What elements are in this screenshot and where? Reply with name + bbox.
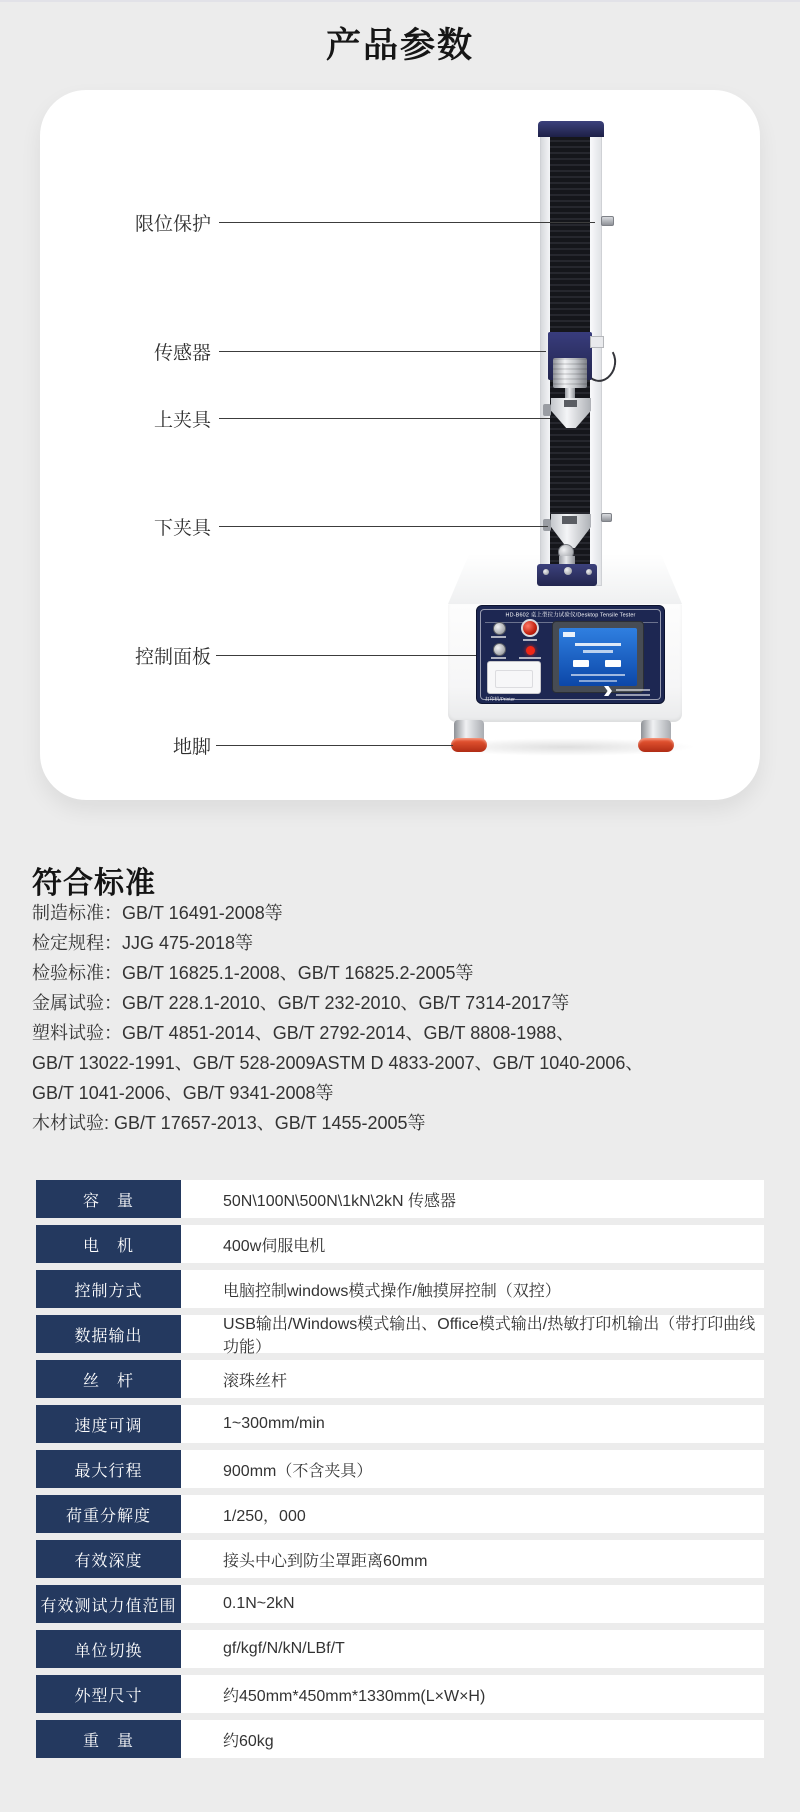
callout-line <box>219 526 548 527</box>
standards-line: GB/T 13022-1991、GB/T 528-2009ASTM D 4833-2007、GB/T 1040-2006、 <box>32 1053 644 1073</box>
spec-value: 接头中心到防尘罩距离60mm <box>181 1540 764 1578</box>
spec-value: 1/250，000 <box>181 1495 764 1533</box>
spec-label: 重 量 <box>36 1720 181 1758</box>
table-row <box>36 1630 764 1668</box>
lower-limit-knob <box>601 513 612 522</box>
spec-label: 有效深度 <box>36 1540 181 1578</box>
table-row <box>36 1675 764 1713</box>
spec-value: 电脑控制windows模式操作/触摸屏控制（双控） <box>181 1270 764 1308</box>
up-button-label <box>491 636 506 638</box>
down-button-label <box>491 657 506 659</box>
spec-label: 容 量 <box>36 1180 181 1218</box>
column-top-cap <box>538 121 604 137</box>
sensor-cylinder <box>553 358 587 388</box>
spec-label: 单位切换 <box>36 1630 181 1668</box>
screen-logo <box>563 632 575 637</box>
spec-table <box>36 1180 764 1765</box>
standards-line: 金属试验：GB/T 228.1-2010、GB/T 232-2010、GB/T 7314-2017等 <box>32 993 570 1013</box>
stop-indicator-light <box>526 646 535 655</box>
spec-value: 1~300mm/min <box>181 1405 764 1443</box>
spec-label: 数据输出 <box>36 1315 181 1353</box>
platform-bolt <box>543 569 549 575</box>
table-row <box>36 1540 764 1578</box>
spec-label: 最大行程 <box>36 1450 181 1488</box>
table-row <box>36 1225 764 1263</box>
callout-foot: 地脚 <box>172 737 211 758</box>
upper-clamp-slot <box>564 400 577 407</box>
touchscreen-bezel <box>552 621 644 693</box>
callout-sensor: 传感器 <box>153 343 211 364</box>
table-row <box>36 1360 764 1398</box>
table-row <box>36 1180 764 1218</box>
screen-text-line <box>575 643 621 646</box>
spec-label: 电 机 <box>36 1225 181 1263</box>
panel-title: HD-B602 桌上型拉力试验仪/Desktop Tensile Tester <box>505 612 636 619</box>
touchscreen <box>559 628 637 686</box>
spec-value: USB输出/Windows模式输出、Office模式输出/热敏打印机输出（带打印曲线功能） <box>181 1315 764 1353</box>
table-row <box>36 1315 764 1356</box>
sensor-bracket <box>590 336 604 348</box>
standards-line: 检验标准：GB/T 16825.1-2008、GB/T 16825.2-2005等 <box>32 963 474 983</box>
standards-heading: 符合标准 <box>32 867 156 900</box>
spec-value: 400w伺服电机 <box>181 1225 764 1263</box>
platform-bolt <box>586 569 592 575</box>
table-row <box>36 1495 764 1533</box>
spec-label: 荷重分解度 <box>36 1495 181 1533</box>
up-button <box>493 622 506 635</box>
upper-clamp-screw <box>543 404 551 416</box>
screen-button <box>573 660 589 667</box>
callout-limit-protection: 限位保护 <box>134 214 211 235</box>
page-title: 产品参数 <box>325 26 474 65</box>
standards-line: GB/T 1041-2006、GB/T 9341-2008等 <box>32 1083 334 1103</box>
spec-value: 约60kg <box>181 1720 764 1758</box>
screen-text-line <box>583 650 613 653</box>
printer-label: 打印机/Printer <box>485 697 515 703</box>
standards-line: 塑料试验：GB/T 4851-2014、GB/T 2792-2014、GB/T 8808-1988、 <box>32 1023 575 1043</box>
stop-light-label <box>519 657 541 659</box>
callout-control-panel: 控制面板 <box>134 647 211 668</box>
callout-line <box>216 655 476 656</box>
spec-label: 丝 杆 <box>36 1360 181 1398</box>
spec-label: 有效测试力值范围 <box>36 1585 181 1623</box>
down-button <box>493 643 506 656</box>
callout-lower-clamp: 下夹具 <box>153 518 211 539</box>
printer-slot <box>487 661 541 694</box>
table-row <box>36 1720 764 1758</box>
table-row <box>36 1270 764 1308</box>
lower-clamp-slot <box>562 516 577 524</box>
upper-limit-knob <box>601 216 614 226</box>
spec-value: 0.1N~2kN <box>181 1585 764 1623</box>
screen-text-line <box>579 680 617 682</box>
table-row <box>36 1585 764 1623</box>
spec-value: 50N\100N\500N\1kN\2kN 传感器 <box>181 1180 764 1218</box>
spec-value: 约450mm*450mm*1330mm(L×W×H) <box>181 1675 764 1713</box>
table-row <box>36 1450 764 1488</box>
standards-list <box>32 898 772 1138</box>
callout-line <box>219 418 550 419</box>
emergency-stop-button <box>521 619 539 637</box>
standards-line: 检定规程：JJG 475-2018等 <box>32 933 254 953</box>
callout-line <box>216 745 453 746</box>
callout-line <box>219 222 595 223</box>
machine-foot-ring <box>451 738 487 752</box>
callout-line <box>219 351 546 352</box>
control-panel <box>476 605 665 704</box>
machine-foot-ring <box>638 738 674 752</box>
standards-line: 木材试验: GB/T 17657-2013、GB/T 1455-2005等 <box>32 1113 426 1133</box>
screen-button <box>605 660 621 667</box>
brand-text-line <box>616 694 650 696</box>
table-row <box>36 1405 764 1443</box>
callout-upper-clamp: 上夹具 <box>153 410 211 431</box>
spec-label: 速度可调 <box>36 1405 181 1443</box>
standards-line: 制造标准：GB/T 16491-2008等 <box>32 903 283 923</box>
spec-label: 外型尺寸 <box>36 1675 181 1713</box>
platform-bolt <box>564 567 572 575</box>
spec-label: 控制方式 <box>36 1270 181 1308</box>
spec-value: gf/kgf/N/kN/LBf/T <box>181 1630 764 1668</box>
spec-value: 900mm（不含夹具） <box>181 1450 764 1488</box>
lower-clamp-screw <box>543 519 551 531</box>
brand-text-line <box>616 689 650 691</box>
estop-label <box>523 639 537 641</box>
spec-value: 滚珠丝杆 <box>181 1360 764 1398</box>
screen-text-line <box>571 674 625 676</box>
